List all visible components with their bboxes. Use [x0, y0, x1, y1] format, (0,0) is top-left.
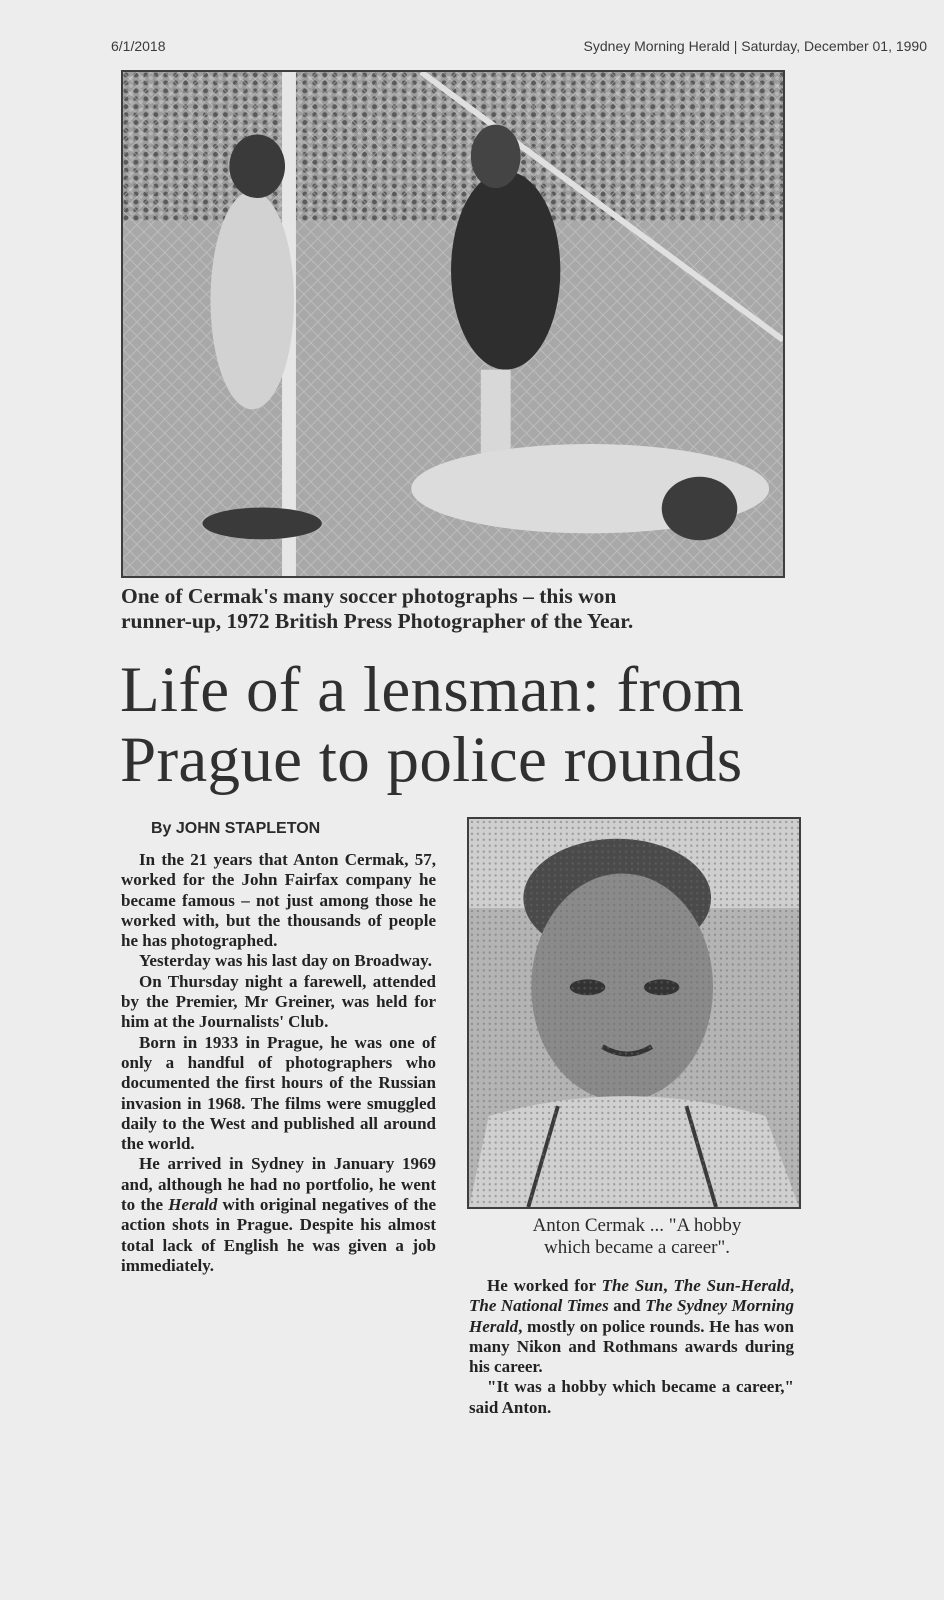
print-date: 6/1/2018	[111, 38, 166, 54]
byline: By JOHN STAPLETON	[151, 820, 321, 837]
portrait-caption-line: which became a career".	[543, 1237, 731, 1258]
text-run: with original negatives of the action shots in Prague. Despite his almost total lack of English he was given a job immediately.	[121, 1195, 437, 1275]
text-run: and	[608, 1296, 646, 1316]
portrait-photo	[467, 817, 801, 1209]
photo-caption-line: runner-up, 1972 British Press Photographer of the Year.	[121, 609, 634, 633]
portrait-caption	[467, 1215, 807, 1259]
text-run: ,	[789, 1276, 795, 1295]
article-paragraph: Born in 1933 in Prague, he was one of only a handful of photographers who documented the first hours of the Russian invasion in 1968. The films were smuggled daily to the West and published all around the world.	[121, 1032, 436, 1154]
headline	[120, 655, 820, 795]
article-paragraph	[469, 1276, 794, 1377]
headline-line: Life of a lensman: from	[120, 654, 745, 726]
article-paragraph: Yesterday was his last day on Broadway.	[139, 951, 432, 971]
text-run: He arrived in Sydney in January 1969 and, although he had no portfolio, he went to the	[121, 1154, 436, 1215]
article-left-column	[121, 850, 436, 1276]
article-paragraph: In the 21 years that Anton Cermak, 57, worked for the John Fairfax company he became famous – not just among those he worked with, but the thousands of people he has photographed.	[121, 850, 436, 951]
source-line: Sydney Morning Herald | Saturday, December 01, 1990	[583, 38, 927, 54]
article-paragraph: On Thursday night a farewell, attended by the Premier, Mr Greiner, was held for him at the Journalists' Club.	[121, 971, 436, 1032]
publication-name: The Sydney Morning Herald	[469, 1296, 794, 1336]
text-run: , mostly on police rounds. He has won many Nikon and Rothmans awards during his career.	[469, 1316, 794, 1377]
article-paragraph	[121, 1154, 436, 1276]
article-paragraph: "It was a hobby which became a career," said Anton.	[469, 1377, 794, 1417]
portrait-caption-line: Anton Cermak ... "A hobby	[532, 1215, 742, 1236]
publication-name: The Sun	[601, 1276, 664, 1295]
headline-line: Prague to police rounds	[120, 724, 743, 796]
article-right-column	[469, 1276, 794, 1418]
publication-name: Herald	[168, 1195, 218, 1215]
photo-caption-line: One of Cermak's many soccer photographs – this won	[121, 584, 617, 608]
publication-name: The National Times	[469, 1296, 609, 1316]
text-run: He worked for	[487, 1276, 602, 1295]
photo-caption	[121, 584, 811, 634]
soccer-photo	[121, 70, 785, 578]
publication-name: The Sun-Herald	[673, 1276, 790, 1295]
text-run: ,	[663, 1276, 674, 1295]
